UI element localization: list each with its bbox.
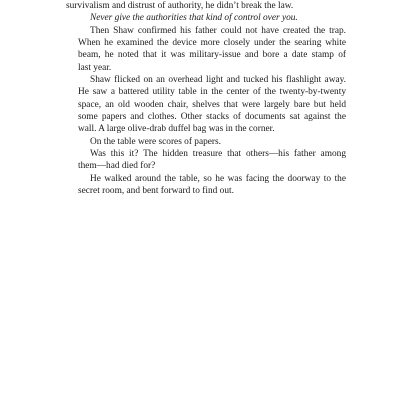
text-line: On the table were scores of papers. xyxy=(90,136,222,147)
text-line: survivalism and distrust of authority, he didn’t break the law. xyxy=(66,1,294,11)
text-line: He walked around the table, so he was facing the doorway to the xyxy=(90,173,346,184)
text-line: secret room, and bent forward to find out. xyxy=(78,186,234,197)
text-line: Never give the authorities that kind of control over you. xyxy=(90,13,298,24)
paragraph xyxy=(66,148,346,173)
text-line: them—had died for? xyxy=(78,161,156,172)
text-line: He saw a battered utility table in the center of the twenty-by-twenty xyxy=(78,87,346,98)
text-line: Then Shaw confirmed his father could not have created the trap. xyxy=(90,25,346,36)
paragraph xyxy=(66,74,346,136)
paragraph xyxy=(66,25,346,74)
text-line: Was this it? The hidden treasure that others—his father among xyxy=(90,149,346,160)
paragraph xyxy=(66,12,334,24)
text-line: wall. A large olive-drab duffel bag was in the corner. xyxy=(78,124,275,135)
text-line: beam, he noted that it was military-issue and bore a date stamp of xyxy=(78,50,346,61)
text-line: space, an old wooden chair, shelves that were largely bare but held xyxy=(78,99,346,110)
paragraph xyxy=(66,173,346,198)
paragraph xyxy=(66,0,334,12)
text-line: last year. xyxy=(78,62,112,73)
body-text xyxy=(66,0,346,198)
paragraph xyxy=(66,136,334,148)
text-line: Shaw flicked on an overhead light and tucked his flashlight away. xyxy=(90,75,346,86)
text-line: When he examined the device more closely under the searing white xyxy=(78,38,346,49)
text-line: some papers and clothes. Other stacks of documents sat against the xyxy=(78,112,346,123)
